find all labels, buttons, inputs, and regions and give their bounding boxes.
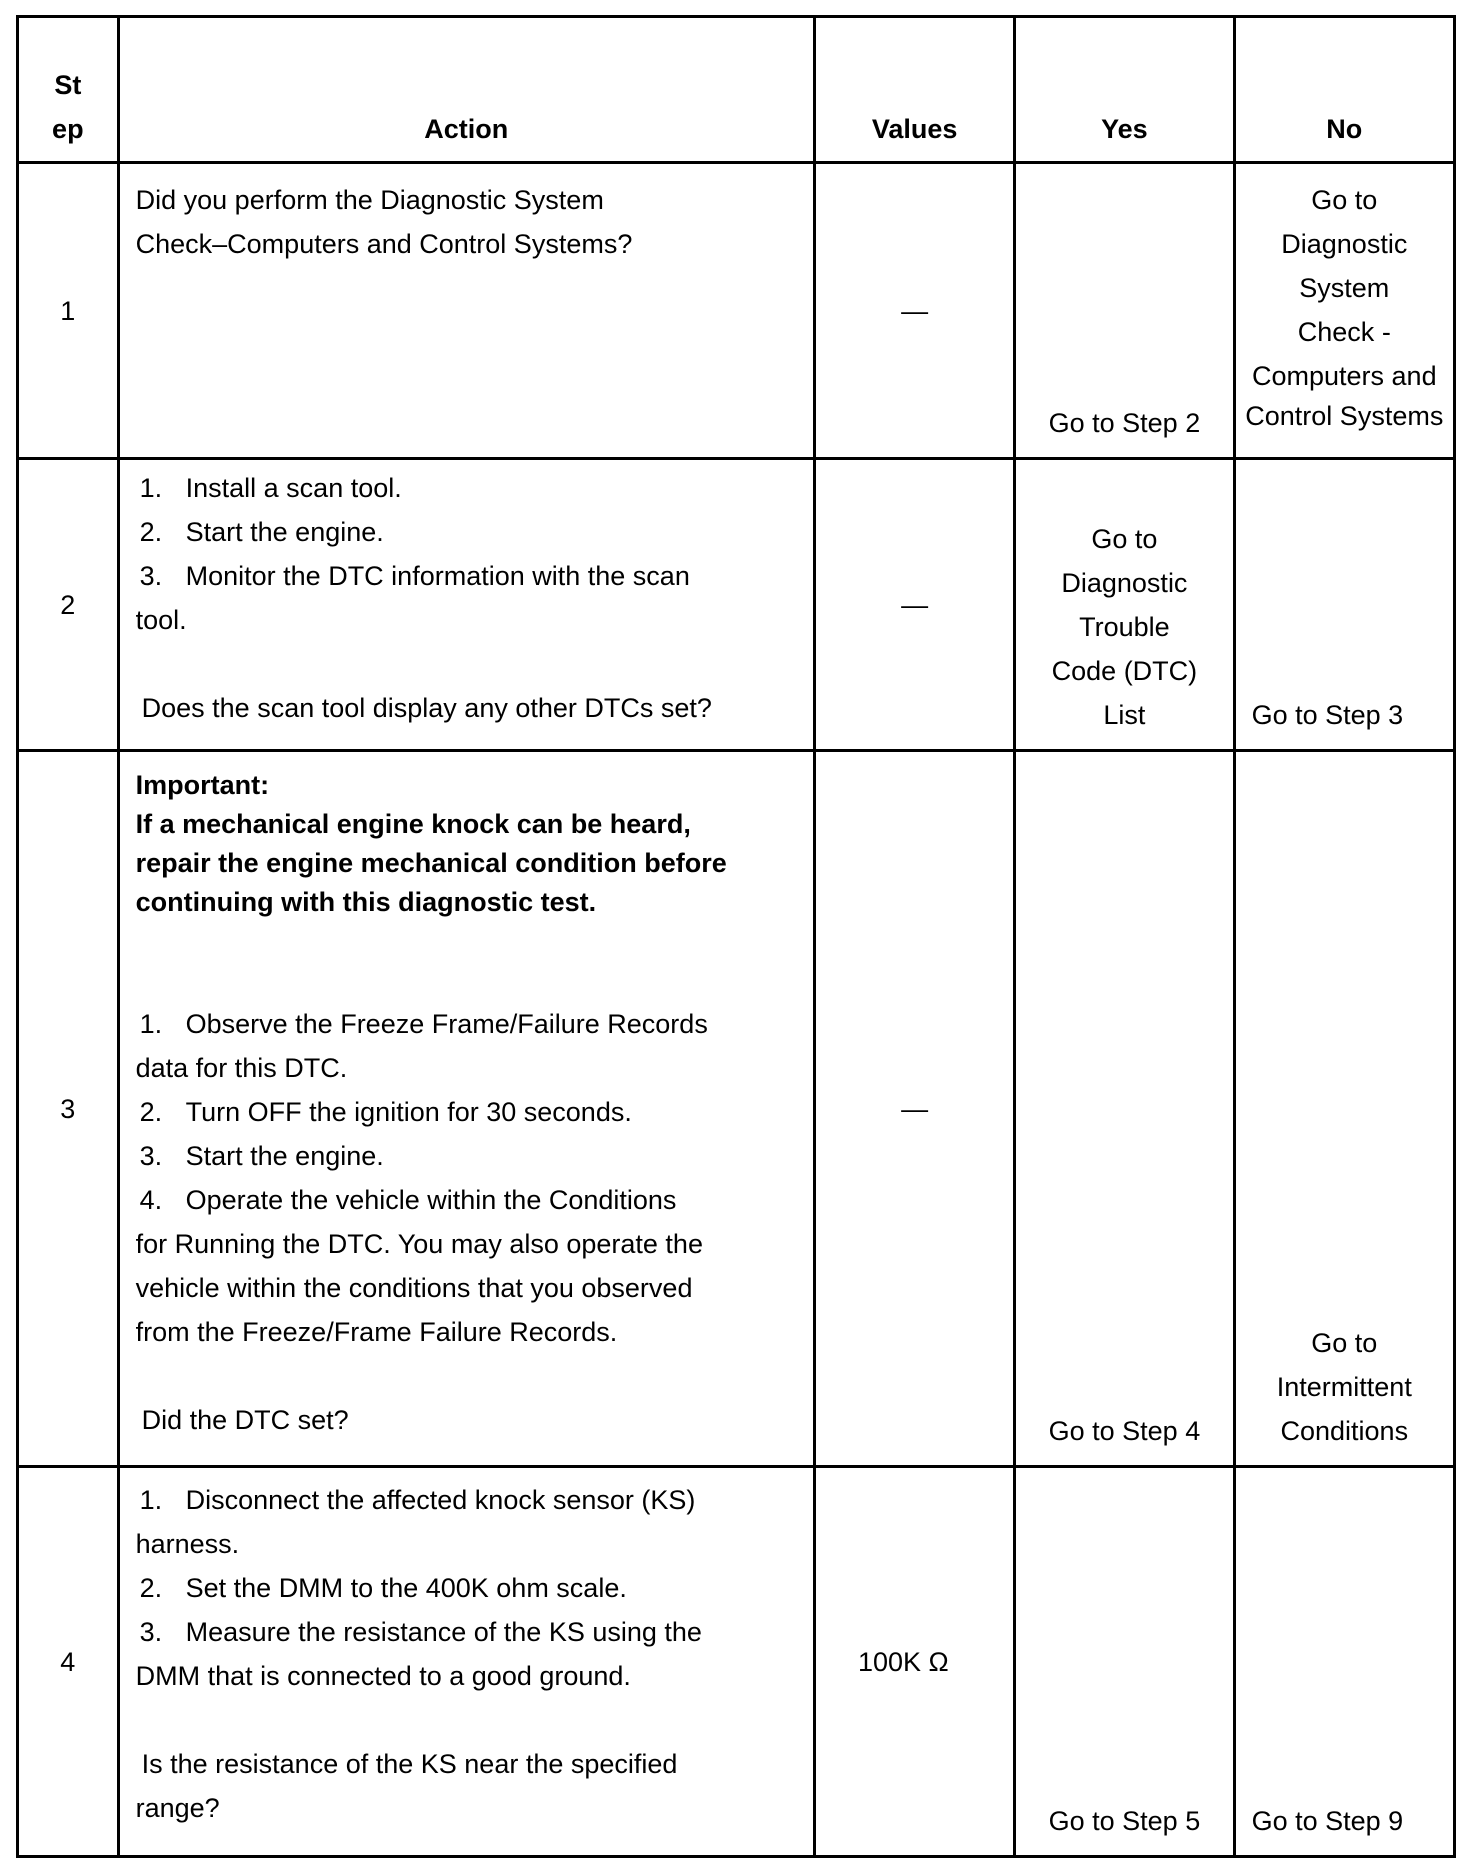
values-cell: — xyxy=(814,751,1014,1467)
yes-cell: Go to Step 4 xyxy=(1015,751,1234,1467)
no-line: Go to xyxy=(1311,1328,1378,1358)
no-line: Diagnostic xyxy=(1281,229,1408,259)
list-item-text: Measure the resistance of the KS using the xyxy=(185,1617,702,1647)
yes-line: Diagnostic xyxy=(1061,568,1188,598)
list-item-number: 3. xyxy=(139,1141,163,1171)
step-number: 4 xyxy=(18,1467,119,1857)
no-cell: Go to Step 9 xyxy=(1234,1467,1454,1857)
no-cell xyxy=(1234,751,1454,1467)
question: Did the DTC set? xyxy=(141,1405,349,1435)
action-line: Did you perform the Diagnostic System xyxy=(135,185,604,215)
action-line: Check–Computers and Control Systems? xyxy=(135,229,633,259)
header-row xyxy=(18,17,1455,163)
values-cell: — xyxy=(814,459,1014,751)
list-item-text: Start the engine. xyxy=(185,517,384,547)
yes-cell: Go to Step 5 xyxy=(1015,1467,1234,1857)
yes-line: List xyxy=(1103,700,1146,730)
list-item xyxy=(136,466,801,510)
important-title: Important: xyxy=(135,770,270,800)
list-item xyxy=(136,1134,801,1178)
no-line: Conditions xyxy=(1280,1416,1409,1446)
important-line: If a mechanical engine knock can be heard, xyxy=(135,809,691,839)
list-item xyxy=(136,1090,801,1134)
list-item-text: Set the DMM to the 400K ohm scale. xyxy=(185,1573,627,1603)
values-cell: — xyxy=(814,163,1014,459)
list-item-text: Operate the vehicle within the Conditions xyxy=(185,1185,677,1215)
no-line: Check - xyxy=(1297,317,1391,347)
list-item-continuation: harness. xyxy=(135,1529,240,1559)
no-cell xyxy=(1234,163,1454,459)
step-number: 1 xyxy=(18,163,119,459)
header-step-line-2: ep xyxy=(52,114,84,144)
no-line: Computers and xyxy=(1251,361,1437,391)
list-item-number: 4. xyxy=(139,1185,163,1215)
header-action: Action xyxy=(118,17,814,163)
list-item-number: 3. xyxy=(139,1617,163,1647)
list-item-number: 1. xyxy=(139,473,163,503)
list-item-continuation: vehicle within the conditions that you observed xyxy=(135,1273,693,1303)
action-cell xyxy=(118,751,814,1467)
list-item-number: 3. xyxy=(139,561,163,591)
yes-cell: Go to Step 2 xyxy=(1015,163,1234,459)
table-row xyxy=(18,751,1455,1467)
no-cell: Go to Step 3 xyxy=(1234,459,1454,751)
table-row xyxy=(18,459,1455,751)
header-step-line-1: St xyxy=(54,70,82,100)
no-line: System xyxy=(1299,273,1390,303)
question-continuation: range? xyxy=(135,1793,220,1823)
header-no: No xyxy=(1234,17,1454,163)
header-yes: Yes xyxy=(1015,17,1234,163)
list-item xyxy=(136,1002,801,1046)
list-item xyxy=(136,1178,801,1222)
list-item-continuation: tool. xyxy=(135,605,187,635)
no-line: Intermittent xyxy=(1276,1372,1412,1402)
step-number: 2 xyxy=(18,459,119,751)
list-item xyxy=(136,510,801,554)
important-line: repair the engine mechanical condition before xyxy=(135,848,727,878)
action-cell xyxy=(118,163,814,459)
list-item xyxy=(136,1478,801,1522)
question: Does the scan tool display any other DTCs set? xyxy=(141,693,712,723)
no-line: Go to xyxy=(1311,185,1378,215)
header-step xyxy=(18,17,119,163)
list-item-text: Start the engine. xyxy=(185,1141,384,1171)
list-item-continuation: data for this DTC. xyxy=(135,1053,348,1083)
list-item-number: 2. xyxy=(139,1573,163,1603)
list-item-continuation: from the Freeze/Frame Failure Records. xyxy=(135,1317,618,1347)
list-item-number: 2. xyxy=(139,517,163,547)
important-line: continuing with this diagnostic test. xyxy=(135,887,597,917)
list-item-text: Observe the Freeze Frame/Failure Records xyxy=(185,1009,708,1039)
question: Is the resistance of the KS near the specified xyxy=(141,1749,678,1779)
action-cell xyxy=(118,1467,814,1857)
list-item-text: Monitor the DTC information with the scan xyxy=(185,561,690,591)
action-cell xyxy=(118,459,814,751)
step-number: 3 xyxy=(18,751,119,1467)
yes-line: Go to xyxy=(1091,524,1158,554)
no-line: Control Systems xyxy=(1245,401,1444,431)
list-item-text: Install a scan tool. xyxy=(185,473,402,503)
list-item-number: 2. xyxy=(139,1097,163,1127)
yes-line: Code (DTC) xyxy=(1051,656,1198,686)
list-item xyxy=(136,1610,801,1654)
yes-line: Trouble xyxy=(1079,612,1170,642)
list-item-continuation: DMM that is connected to a good ground. xyxy=(135,1661,631,1691)
list-item-number: 1. xyxy=(139,1485,163,1515)
table-row xyxy=(18,163,1455,459)
diagnostic-table xyxy=(16,15,1456,1858)
list-item-text: Turn OFF the ignition for 30 seconds. xyxy=(185,1097,632,1127)
header-values: Values xyxy=(814,17,1014,163)
list-item-number: 1. xyxy=(139,1009,163,1039)
list-item xyxy=(136,554,801,598)
table-row xyxy=(18,1467,1455,1857)
list-item-text: Disconnect the affected knock sensor (KS) xyxy=(185,1485,696,1515)
yes-cell xyxy=(1015,459,1234,751)
list-item xyxy=(136,1566,801,1610)
list-item-continuation: for Running the DTC. You may also operate the xyxy=(135,1229,703,1259)
values-cell: 100K Ω xyxy=(814,1467,1014,1857)
